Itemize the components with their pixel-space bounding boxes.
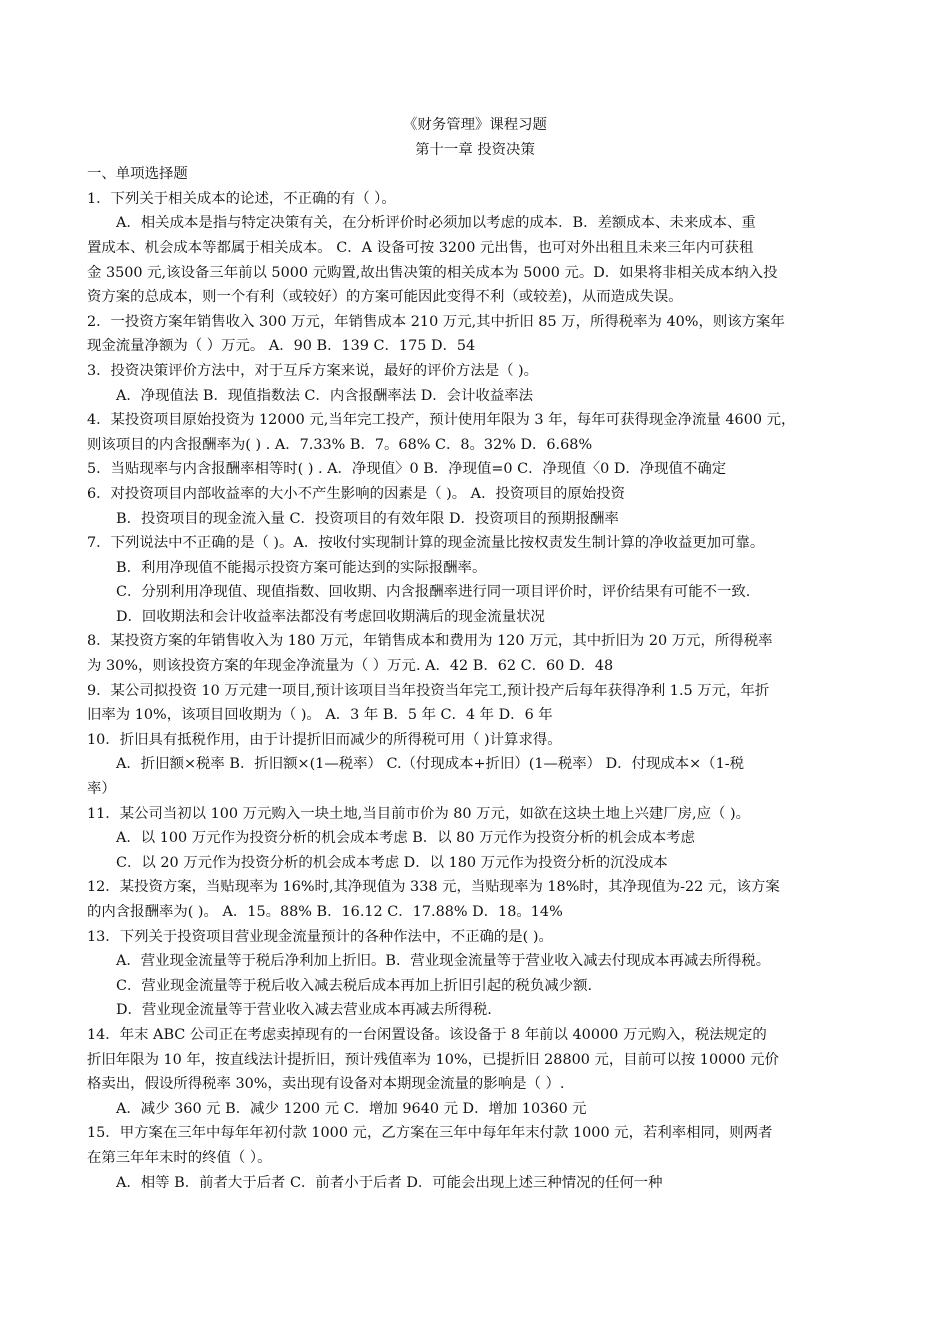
- text-line: 金 3500 元,该设备三年前以 5000 元购置,故出售决策的相关成本为 5000 元。D．如果将非相关成本纳入投: [87, 264, 778, 281]
- text-line: A．以 100 万元作为投资分析的机会成本考虑 B．以 80 万元作为投资分析的机会成本考虑: [116, 830, 695, 847]
- text-line: B．投资项目的现金流入量 C．投资项目的有效年限 D．投资项目的预期报酬率: [116, 510, 619, 527]
- text-line: 折旧年限为 10 年，按直线法计提折旧，预计残值率为 10%，已提折旧 28800 元，目前可以按 10000 元价: [87, 1051, 779, 1068]
- text-line: 3．投资决策评价方法中，对于互斥方案来说，最好的评价方法是（ )。: [87, 362, 539, 379]
- text-line: 1．下列关于相关成本的论述，不正确的有（ ）。: [87, 190, 396, 207]
- text-line: A．营业现金流量等于税后净利加上折旧。B．营业现金流量等于营业收入减去付现成本再减去所得税。: [116, 953, 771, 970]
- text-line: 4．某投资项目原始投资为 12000 元,当年完工投产，预计使用年限为 3 年，每年可获得现金净流量 4600 元，: [87, 412, 796, 429]
- question-lines: [87, 187, 863, 1195]
- text-line: 资方案的总成本，则一个有利（或较好）的方案可能因此变得不利（或较差)，从而造成失误。: [87, 289, 683, 306]
- text-line: 旧率为 10%，该项目回收期为（ )。 A．3 年 B．5 年 C．4 年 D．6 年: [87, 707, 553, 724]
- text-line: D．营业现金流量等于营业收入减去营业成本再减去所得税.: [116, 1002, 492, 1019]
- text-line: 9．某公司拟投资 10 万元建一项目,预计该项目当年投资当年完工,预计投产后每年获得净利 1.5 万元，年折: [87, 682, 770, 699]
- section-heading: 一、单项选择题: [87, 166, 188, 183]
- text-line: 12．某投资方案，当贴现率为 16%时,其净现值为 338 元，当贴现率为 18%时，其净现值为-22 元，该方案: [87, 879, 780, 896]
- text-line: 15．甲方案在三年中每年年初付款 1000 元，乙方案在三年中每年年末付款 1000 元，若利率相同，则两者: [87, 1125, 773, 1142]
- text-line: A．减少 360 元 B．减少 1200 元 C．增加 9640 元 D．增加 10360 元: [116, 1100, 587, 1117]
- text-line: 8．某投资方案的年销售收入为 180 万元，年销售成本和费用为 120 万元，其中折旧为 20 万元，所得税率: [87, 633, 773, 650]
- text-line: 5．当贴现率与内含报酬率相等时( ) . A．净现值〉0 B．净现值=0 C．净现值〈0 D．净现值不确定: [87, 461, 727, 478]
- document-page: [87, 113, 863, 1195]
- document-title: 《财务管理》课程习题: [403, 117, 547, 133]
- text-line: 格卖出，假设所得税率 30%，卖出现有设备对本期现金流量的影响是（ ）.: [87, 1076, 565, 1093]
- text-line: 率）: [87, 781, 116, 798]
- text-line: C．营业现金流量等于税后收入减去税后成本再加上折旧引起的税负减少额.: [116, 977, 593, 994]
- text-line: C．以 20 万元作为投资分析的机会成本考虑 D．以 180 万元作为投资分析的沉没成本: [116, 854, 668, 871]
- chapter-title: 第十一章 投资决策: [415, 141, 535, 158]
- text-line: 13．下列关于投资项目营业现金流量预计的各种作法中，不正确的是( )。: [87, 928, 553, 945]
- text-line: 为 30%，则该投资方案的年现金净流量为（ ）万元. A．42 B．62 C．60 D．48: [87, 658, 614, 675]
- text-line: A．相关成本是指与特定决策有关，在分析评价时必须加以考虑的成本．B．差额成本、未来成本、重: [116, 215, 756, 232]
- text-line: C．分别利用净现值、现值指数、回收期、内含报酬率进行同一项目评价时，评价结果有可能不一致.: [116, 584, 751, 601]
- text-line: 14．年末 ABC 公司正在考虑卖掉现有的一台闲置设备。该设备于 8 年前以 40000 万元购入，税法规定的: [87, 1026, 767, 1043]
- text-line: A．相等 B．前者大于后者 C．前者小于后者 D．可能会出现上述三种情况的任何一种: [116, 1174, 663, 1191]
- text-line: 11．某公司当初以 100 万元购入一块土地,当目前市价为 80 万元，如欲在这块土地上兴建厂房,应（ )。: [87, 805, 750, 822]
- text-line: 2．一投资方案年销售收入 300 万元，年销售成本 210 万元,其中折旧 85 万，所得税率为 40%，则该方案年: [87, 313, 785, 330]
- text-line: D．回收期法和会计收益率法都没有考虑回收期满后的现金流量状况: [116, 608, 545, 625]
- text-line: 则该项目的内含报酬率为( ) . A．7.33% B．7。68% C．8。32% D．6.68%: [87, 436, 593, 453]
- text-line: 置成本、机会成本等都属于相关成本。 C．A 设备可按 3200 元出售，也可对外出租且未来三年内可获租: [87, 239, 754, 256]
- text-line: 现金流量净额为（ ）万元。 A．90 B．139 C．175 D．54: [87, 338, 476, 355]
- text-line: A．净现值法 B．现值指数法 C．内含报酬率法 D．会计收益率法: [116, 387, 534, 404]
- text-line: 7．下列说法中不正确的是（ )。A．按收付实现制计算的现金流量比按权责发生制计算的净收益更加可靠。: [87, 535, 765, 552]
- text-line: 6．对投资项目内部收益率的大小不产生影响的因素是（ )。 A．投资项目的原始投资: [87, 485, 625, 502]
- text-line: 在第三年年末时的终值（ ）。: [87, 1149, 272, 1166]
- text-line: 10．折旧具有抵税作用，由于计提折旧而减少的所得税可用（ )计算求得。: [87, 731, 562, 748]
- text-line: 的内含报酬率为( )。 A．15。88% B．16.12 C．17.88% D．18。14%: [87, 904, 563, 920]
- text-line: A．折旧额×税率 B．折旧额×(1—税率） C.（付现成本+折旧）(1—税率） D．付现成本×（1-税: [116, 756, 744, 773]
- text-line: B．利用净现值不能揭示投资方案可能达到的实际报酬率。: [116, 559, 487, 576]
